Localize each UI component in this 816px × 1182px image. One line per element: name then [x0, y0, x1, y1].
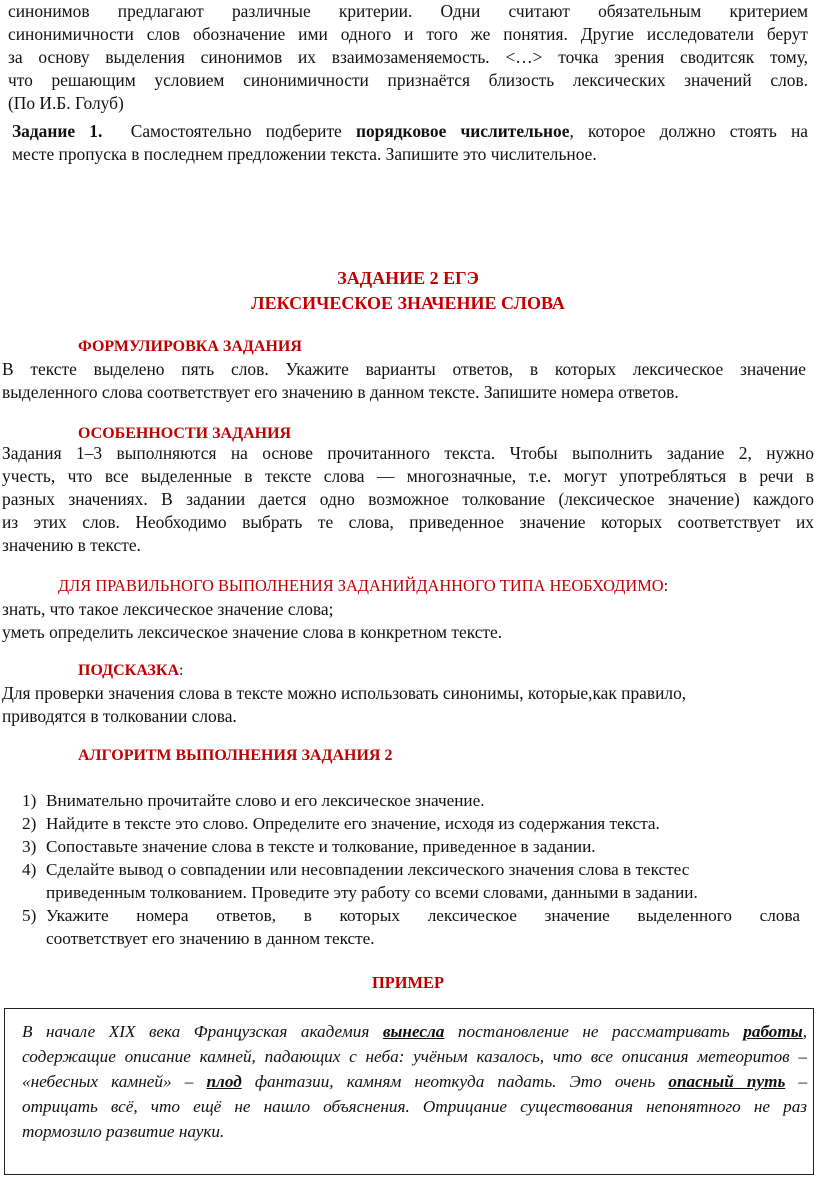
section-heading-line1: ЗАДАНИЕ 2 ЕГЭ	[337, 268, 479, 288]
text-line: синонимов предлагают различные критерии. Одни считают обязательным критерием	[8, 1, 808, 21]
list-number: 1)	[22, 791, 37, 810]
list-number: 5)	[22, 906, 37, 925]
necessary-title-line	[58, 575, 668, 597]
text-line: разных значениях. В задании дается одно возможное толкование (лексическое значение) каждого	[2, 489, 814, 509]
intro-paragraph	[8, 0, 808, 115]
text-line: учесть, что все выделенные в тексте слова — многозначные, т.е. могут употребляться в речи в	[2, 466, 814, 486]
example-box	[4, 1008, 814, 1175]
text-line	[12, 120, 808, 143]
text-line: из этих слов. Необходимо выбрать те слова, приведенное значение которых соответствует их	[2, 512, 814, 532]
list-number: 4)	[22, 860, 37, 879]
hint-paragraph	[2, 682, 802, 728]
example-text: постановление не рассматривать	[457, 1022, 730, 1041]
hint-colon: :	[179, 662, 184, 679]
text-line: Задания 1–3 выполняются на основе прочитанного текста. Чтобы выполнить задание 2, нужно	[2, 443, 814, 463]
list-item	[22, 858, 800, 904]
necessary-title: ДЛЯ ПРАВИЛЬНОГО ВЫПОЛНЕНИЯ ЗАДАНИЙДАННОГО ТИПА НЕОБХОДИМО	[58, 576, 664, 595]
example-text: В начале XIX века Французская академия	[22, 1022, 370, 1041]
text-line: тормозило развитие науки.	[22, 1122, 225, 1141]
necessary-list	[2, 598, 802, 644]
algorithm-list	[22, 789, 800, 950]
list-item	[22, 904, 800, 950]
list-text: Внимательно прочитайте слово и его лексическое значение.	[46, 791, 485, 810]
task1-label: Задание 1.	[12, 121, 103, 141]
list-text: соответствует его значению в данном тексте.	[46, 929, 375, 948]
task1-bold-word: порядковое числительное	[355, 121, 570, 141]
example-text: ,	[802, 1022, 807, 1041]
source-attribution: (По И.Б. Голуб)	[8, 93, 124, 113]
list-text: Найдите в тексте это слово. Определите его значение, исходя из содержания текста.	[46, 814, 660, 833]
text-line: Для проверки значения слова в тексте можно использовать синонимы, которые,как правило,	[2, 683, 687, 703]
hint-title: ПОДСКАЗКА	[78, 662, 180, 679]
example-text: фантазии, камням неоткуда падать. Это очень	[254, 1072, 656, 1091]
text-line: уметь определить лексическое значение слова в конкретном тексте.	[2, 622, 503, 642]
highlighted-word: опасный путь	[668, 1072, 786, 1091]
example-title: ПРИМЕР	[372, 973, 444, 992]
list-item	[22, 789, 800, 812]
text-line	[22, 1019, 807, 1044]
list-number: 2)	[22, 814, 37, 833]
example-text: «небесных камней» –	[22, 1072, 207, 1091]
hint-title-line	[78, 660, 183, 682]
task1-paragraph	[12, 120, 808, 166]
features-title: ОСОБЕННОСТИ ЗАДАНИЯ	[78, 425, 292, 442]
list-text: Укажите номера ответов, в которых лексическое значение выделенного слова	[46, 906, 800, 925]
formulation-paragraph	[2, 358, 806, 404]
formulation-title: ФОРМУЛИРОВКА ЗАДАНИЯ	[78, 338, 302, 355]
algorithm-title: АЛГОРИТМ ВЫПОЛНЕНИЯ ЗАДАНИЯ 2	[78, 747, 393, 764]
necessary-colon: :	[663, 576, 669, 595]
text-line: синонимичности слов обозначение ими одного и того же понятия. Другие исследователи берут	[8, 24, 808, 44]
text-line: знать, что такое лексическое значение слова;	[2, 599, 334, 619]
list-text: приведенным толкованием. Проведите эту работу со всеми словами, данными в задании.	[46, 883, 698, 902]
list-item	[22, 835, 800, 858]
highlighted-word: работы	[743, 1022, 803, 1041]
list-item	[22, 812, 800, 835]
text-line: что решающим условием синонимичности признаётся близость лексических значений слов.	[8, 70, 808, 90]
text-line: отрицать всё, что ещё не нашло объяснения. Отрицание существования непонятного не раз	[22, 1097, 807, 1116]
list-number: 3)	[22, 837, 37, 856]
text-line: за основу выделения синонимов их взаимозаменяемость. <…> точка зрения сводитсяк тому,	[8, 47, 808, 67]
features-paragraph	[2, 442, 814, 557]
example-text: –	[798, 1072, 808, 1091]
task1-text: , которое должно стоять на	[569, 121, 808, 141]
text-line: содержащие описание камней, падающих с неба: учёным казалось, что все описания метеоритов –	[22, 1047, 807, 1066]
text-line: В тексте выделено пять слов. Укажите варианты ответов, в которых лексическое значение	[2, 359, 806, 379]
highlighted-word: вынесла	[382, 1022, 445, 1041]
highlighted-word: плод	[206, 1072, 242, 1091]
text-line: выделенного слова соответствует его значению в данном тексте. Запишите номера ответов.	[2, 382, 679, 402]
text-line: приводятся в толковании слова.	[2, 706, 237, 726]
list-text: Сопоставьте значение слова в тексте и толкование, приведенное в задании.	[46, 837, 596, 856]
text-line: месте пропуска в последнем предложении текста. Запишите это числительное.	[12, 144, 597, 164]
task1-text: Самостоятельно подберите	[130, 121, 342, 141]
text-line	[22, 1069, 807, 1094]
text-line: значению в тексте.	[2, 535, 141, 555]
section-heading-line2: ЛЕКСИЧЕСКОЕ ЗНАЧЕНИЕ СЛОВА	[251, 293, 565, 313]
list-text: Сделайте вывод о совпадении или несовпадении лексического значения слова в текстес	[46, 860, 690, 879]
